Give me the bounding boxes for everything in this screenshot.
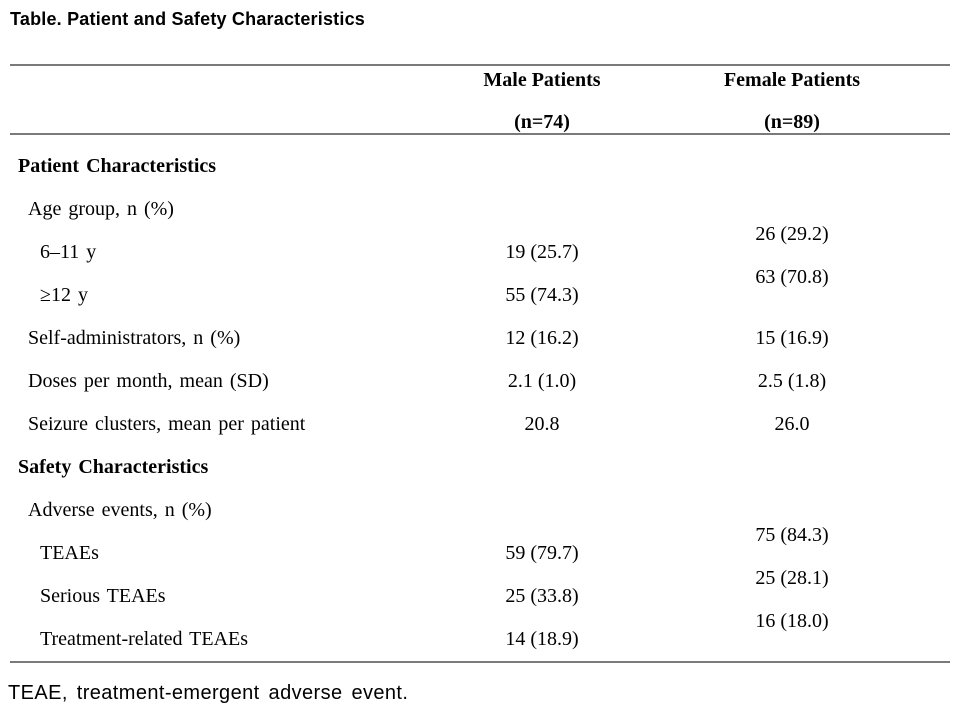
female-value: 16 (18.0): [755, 610, 829, 632]
row-label: Self-administrators, n (%): [28, 327, 241, 349]
row-label: ≥12 y: [40, 284, 88, 306]
row-label: TEAEs: [40, 542, 99, 564]
male-value: 20.8: [524, 413, 560, 435]
male-patients-label: Male Patients: [483, 69, 601, 91]
female-value: 26 (29.2): [755, 223, 829, 245]
table-row-safety-characteristics: [10, 446, 950, 489]
female-value: 63 (70.8): [755, 266, 829, 288]
male-value: 25 (33.8): [505, 585, 579, 607]
table-footnote: TEAE, treatment-emergent adverse event.: [8, 682, 409, 704]
male-value: 59 (79.7): [505, 542, 579, 564]
row-label: Treatment-related TEAEs: [40, 628, 249, 650]
data-table: [10, 64, 950, 663]
female-value: 26.0: [774, 413, 810, 435]
table-row-doses-per-month: [10, 360, 950, 403]
row-label: Seizure clusters, mean per patient: [28, 413, 306, 435]
row-label: Adverse events, n (%): [28, 499, 212, 521]
female-value: 25 (28.1): [755, 567, 829, 589]
female-value: [667, 456, 917, 479]
female-patients-label: Female Patients: [723, 69, 861, 91]
table-row-patient-characteristics: [10, 145, 950, 188]
table-row-seizure-clusters: [10, 403, 950, 446]
table-row-treatment-related-teaes: [10, 610, 950, 661]
male-value: 12 (16.2): [505, 327, 579, 349]
table-header-row: [10, 64, 950, 135]
table-title: Table. Patient and Safety Characteristics: [10, 9, 365, 29]
row-label: Doses per month, mean (SD): [28, 370, 269, 392]
male-value: 2.1 (1.0): [507, 370, 577, 392]
female-value: 75 (84.3): [755, 524, 829, 546]
header-spacer-cell: [10, 66, 417, 133]
table-row-self-administrators: [10, 317, 950, 360]
row-label: 6–11 y: [40, 241, 97, 263]
male-value: 14 (18.9): [505, 628, 579, 650]
female-value: 15 (16.9): [755, 327, 829, 349]
female-value: 2.5 (1.8): [757, 370, 827, 392]
male-value: 55 (74.3): [505, 284, 579, 306]
column-header-male: [417, 66, 667, 133]
column-header-female: [667, 66, 917, 133]
male-value: 19 (25.7): [505, 241, 579, 263]
female-value: [667, 198, 917, 221]
row-label: Safety Characteristics: [18, 456, 209, 478]
table-body: [10, 135, 950, 663]
female-value: [667, 155, 917, 178]
row-label: Patient Characteristics: [18, 155, 217, 177]
female-value: [667, 499, 917, 522]
table-row-age-12plus: [10, 266, 950, 317]
row-label: Serious TEAEs: [40, 585, 166, 607]
female-n-label: (n=89): [764, 111, 820, 133]
row-label: Age group, n (%): [28, 198, 174, 220]
male-n-label: (n=74): [514, 111, 570, 133]
